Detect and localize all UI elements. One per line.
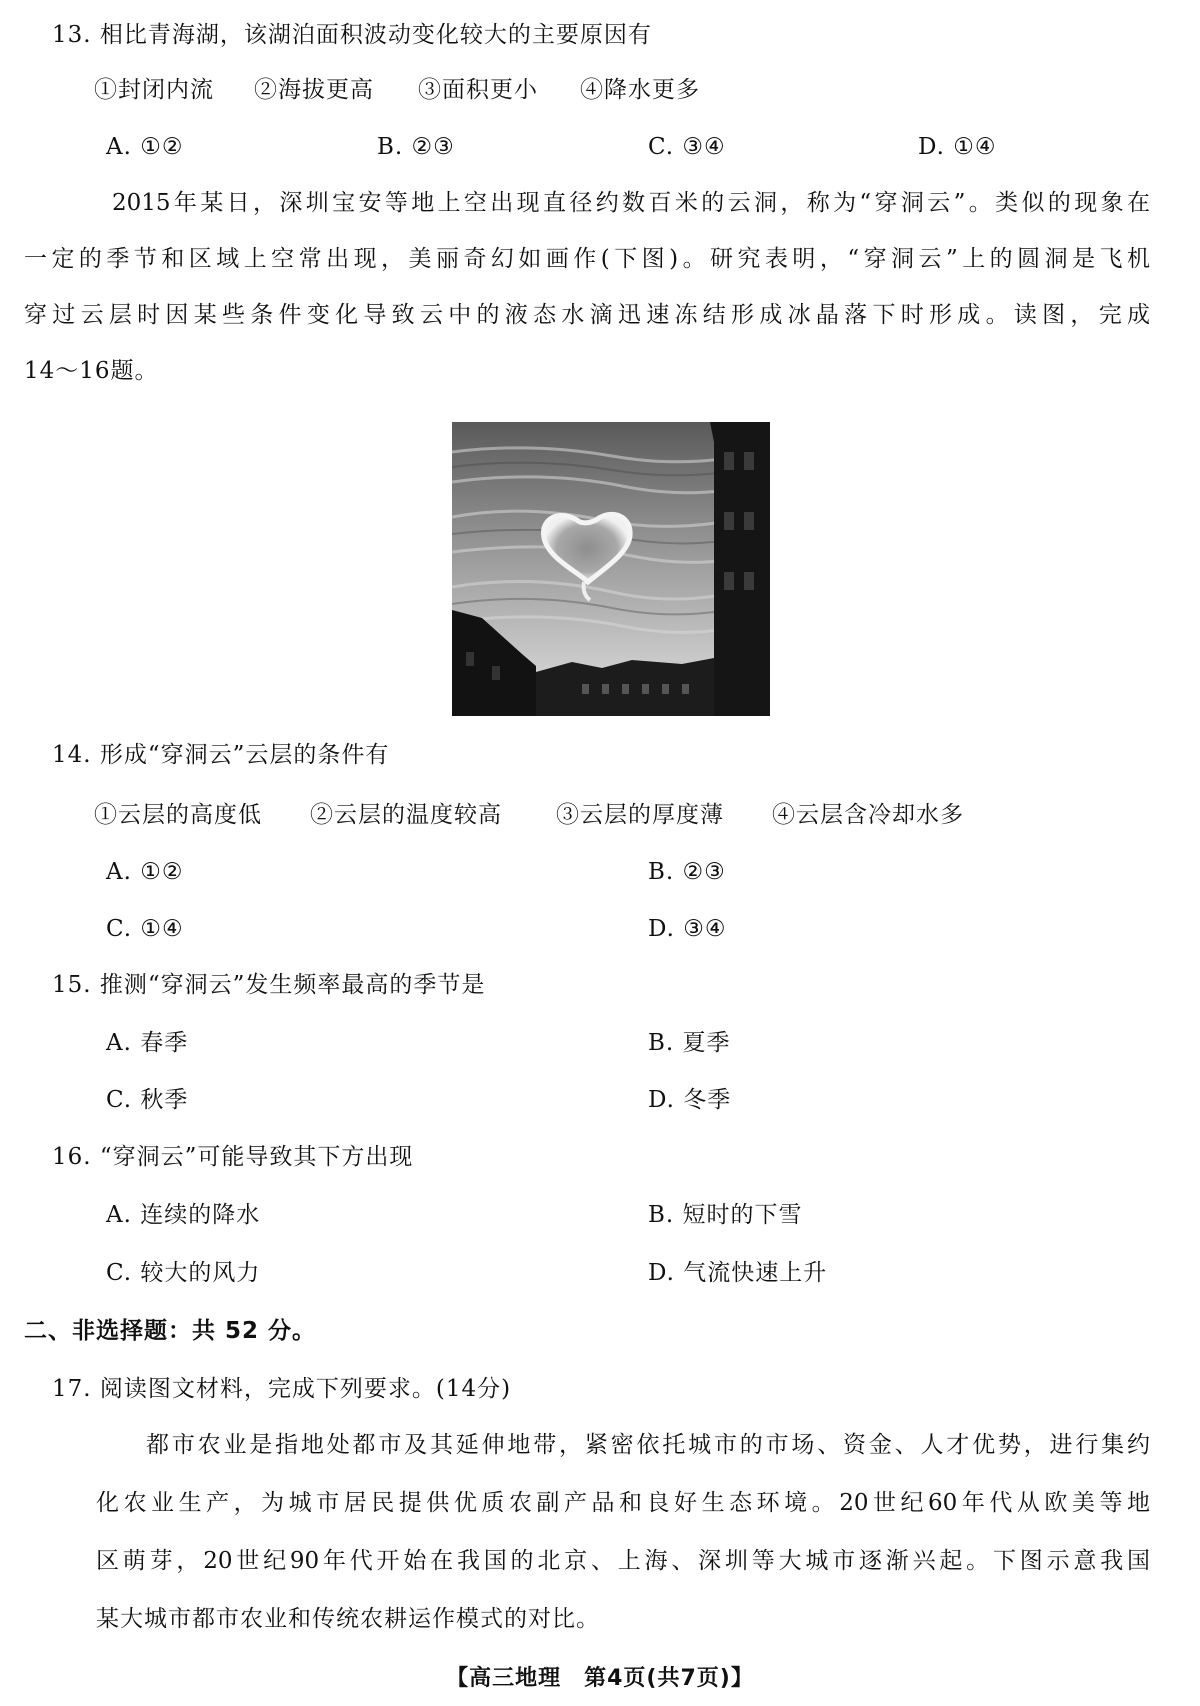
q16-option-c: C. 较大的风力: [106, 1260, 261, 1286]
q14-option-b: B. ②③: [648, 859, 726, 885]
passage-line-3: 穿过云层时因某些条件变化导致云中的液态水滴迅速冻结形成冰晶落下时形成。读图，完成: [24, 302, 1150, 328]
q14-option-a: A. ①②: [106, 859, 184, 885]
passage-line-1: 2015年某日，深圳宝安等地上空出现直径约数百米的云洞，称为“穿洞云”。类似的现象在: [112, 190, 1150, 216]
q13-option-c: C. ③④: [648, 134, 726, 160]
hole-punch-cloud-photo: [452, 422, 770, 716]
q17-stem: 17. 阅读图文材料，完成下列要求。(14分): [52, 1376, 512, 1402]
q14-option-d: D. ③④: [648, 916, 727, 942]
q15-option-b: B. 夏季: [648, 1030, 731, 1056]
q14-option-c: C. ①④: [106, 916, 184, 942]
page-footer: 【高三地理 第4页(共7页)】: [446, 1666, 754, 1691]
q15-option-d: D. 冬季: [648, 1087, 732, 1113]
passage-line-2: 一定的季节和区域上空常出现，美丽奇幻如画作(下图)。研究表明，“穿洞云”上的圆洞是飞机: [24, 246, 1150, 272]
q17-line-3: 区萌芽，20世纪90年代开始在我国的北京、上海、深圳等大城市逐渐兴起。下图示意我国: [96, 1548, 1150, 1574]
q14-stem: 14. 形成“穿洞云”云层的条件有: [52, 742, 390, 768]
q13-statement-2: ②海拔更高: [254, 77, 374, 103]
q13-statement-4: ④降水更多: [580, 77, 700, 103]
passage-line-4: 14～16题。: [24, 358, 159, 384]
q13-statement-3: ③面积更小: [418, 77, 538, 103]
q14-statement-3: ③云层的厚度薄: [556, 802, 724, 828]
q15-stem: 15. 推测“穿洞云”发生频率最高的季节是: [52, 972, 486, 998]
q14-statement-2: ②云层的温度较高: [310, 802, 502, 828]
q16-stem: 16. “穿洞云”可能导致其下方出现: [52, 1144, 414, 1170]
q17-line-4: 某大城市都市农业和传统农耕运作模式的对比。: [96, 1606, 600, 1632]
q17-line-2: 化农业生产，为城市居民提供优质农副产品和良好生态环境。20世纪60年代从欧美等地: [96, 1490, 1150, 1516]
q14-statement-4: ④云层含冷却水多: [772, 802, 964, 828]
q13-stem: 13. 相比青海湖，该湖泊面积波动变化较大的主要原因有: [52, 22, 652, 48]
q16-option-b: B. 短时的下雪: [648, 1202, 803, 1228]
q13-option-b: B. ②③: [377, 134, 455, 160]
q17-line-1: 都市农业是指地处都市及其延伸地带，紧密依托城市的市场、资金、人才优势，进行集约: [146, 1432, 1150, 1458]
q13-option-d: D. ①④: [918, 134, 997, 160]
q16-option-a: A. 连续的降水: [106, 1202, 261, 1228]
q14-statement-1: ①云层的高度低: [94, 802, 262, 828]
q15-option-a: A. 春季: [106, 1030, 189, 1056]
q13-statement-1: ①封闭内流: [94, 77, 214, 103]
q16-option-d: D. 气流快速上升: [648, 1260, 828, 1286]
q13-option-a: A. ①②: [106, 134, 184, 160]
q15-option-c: C. 秋季: [106, 1087, 189, 1113]
section2-title: 二、非选择题：共 52 分。: [24, 1318, 317, 1344]
